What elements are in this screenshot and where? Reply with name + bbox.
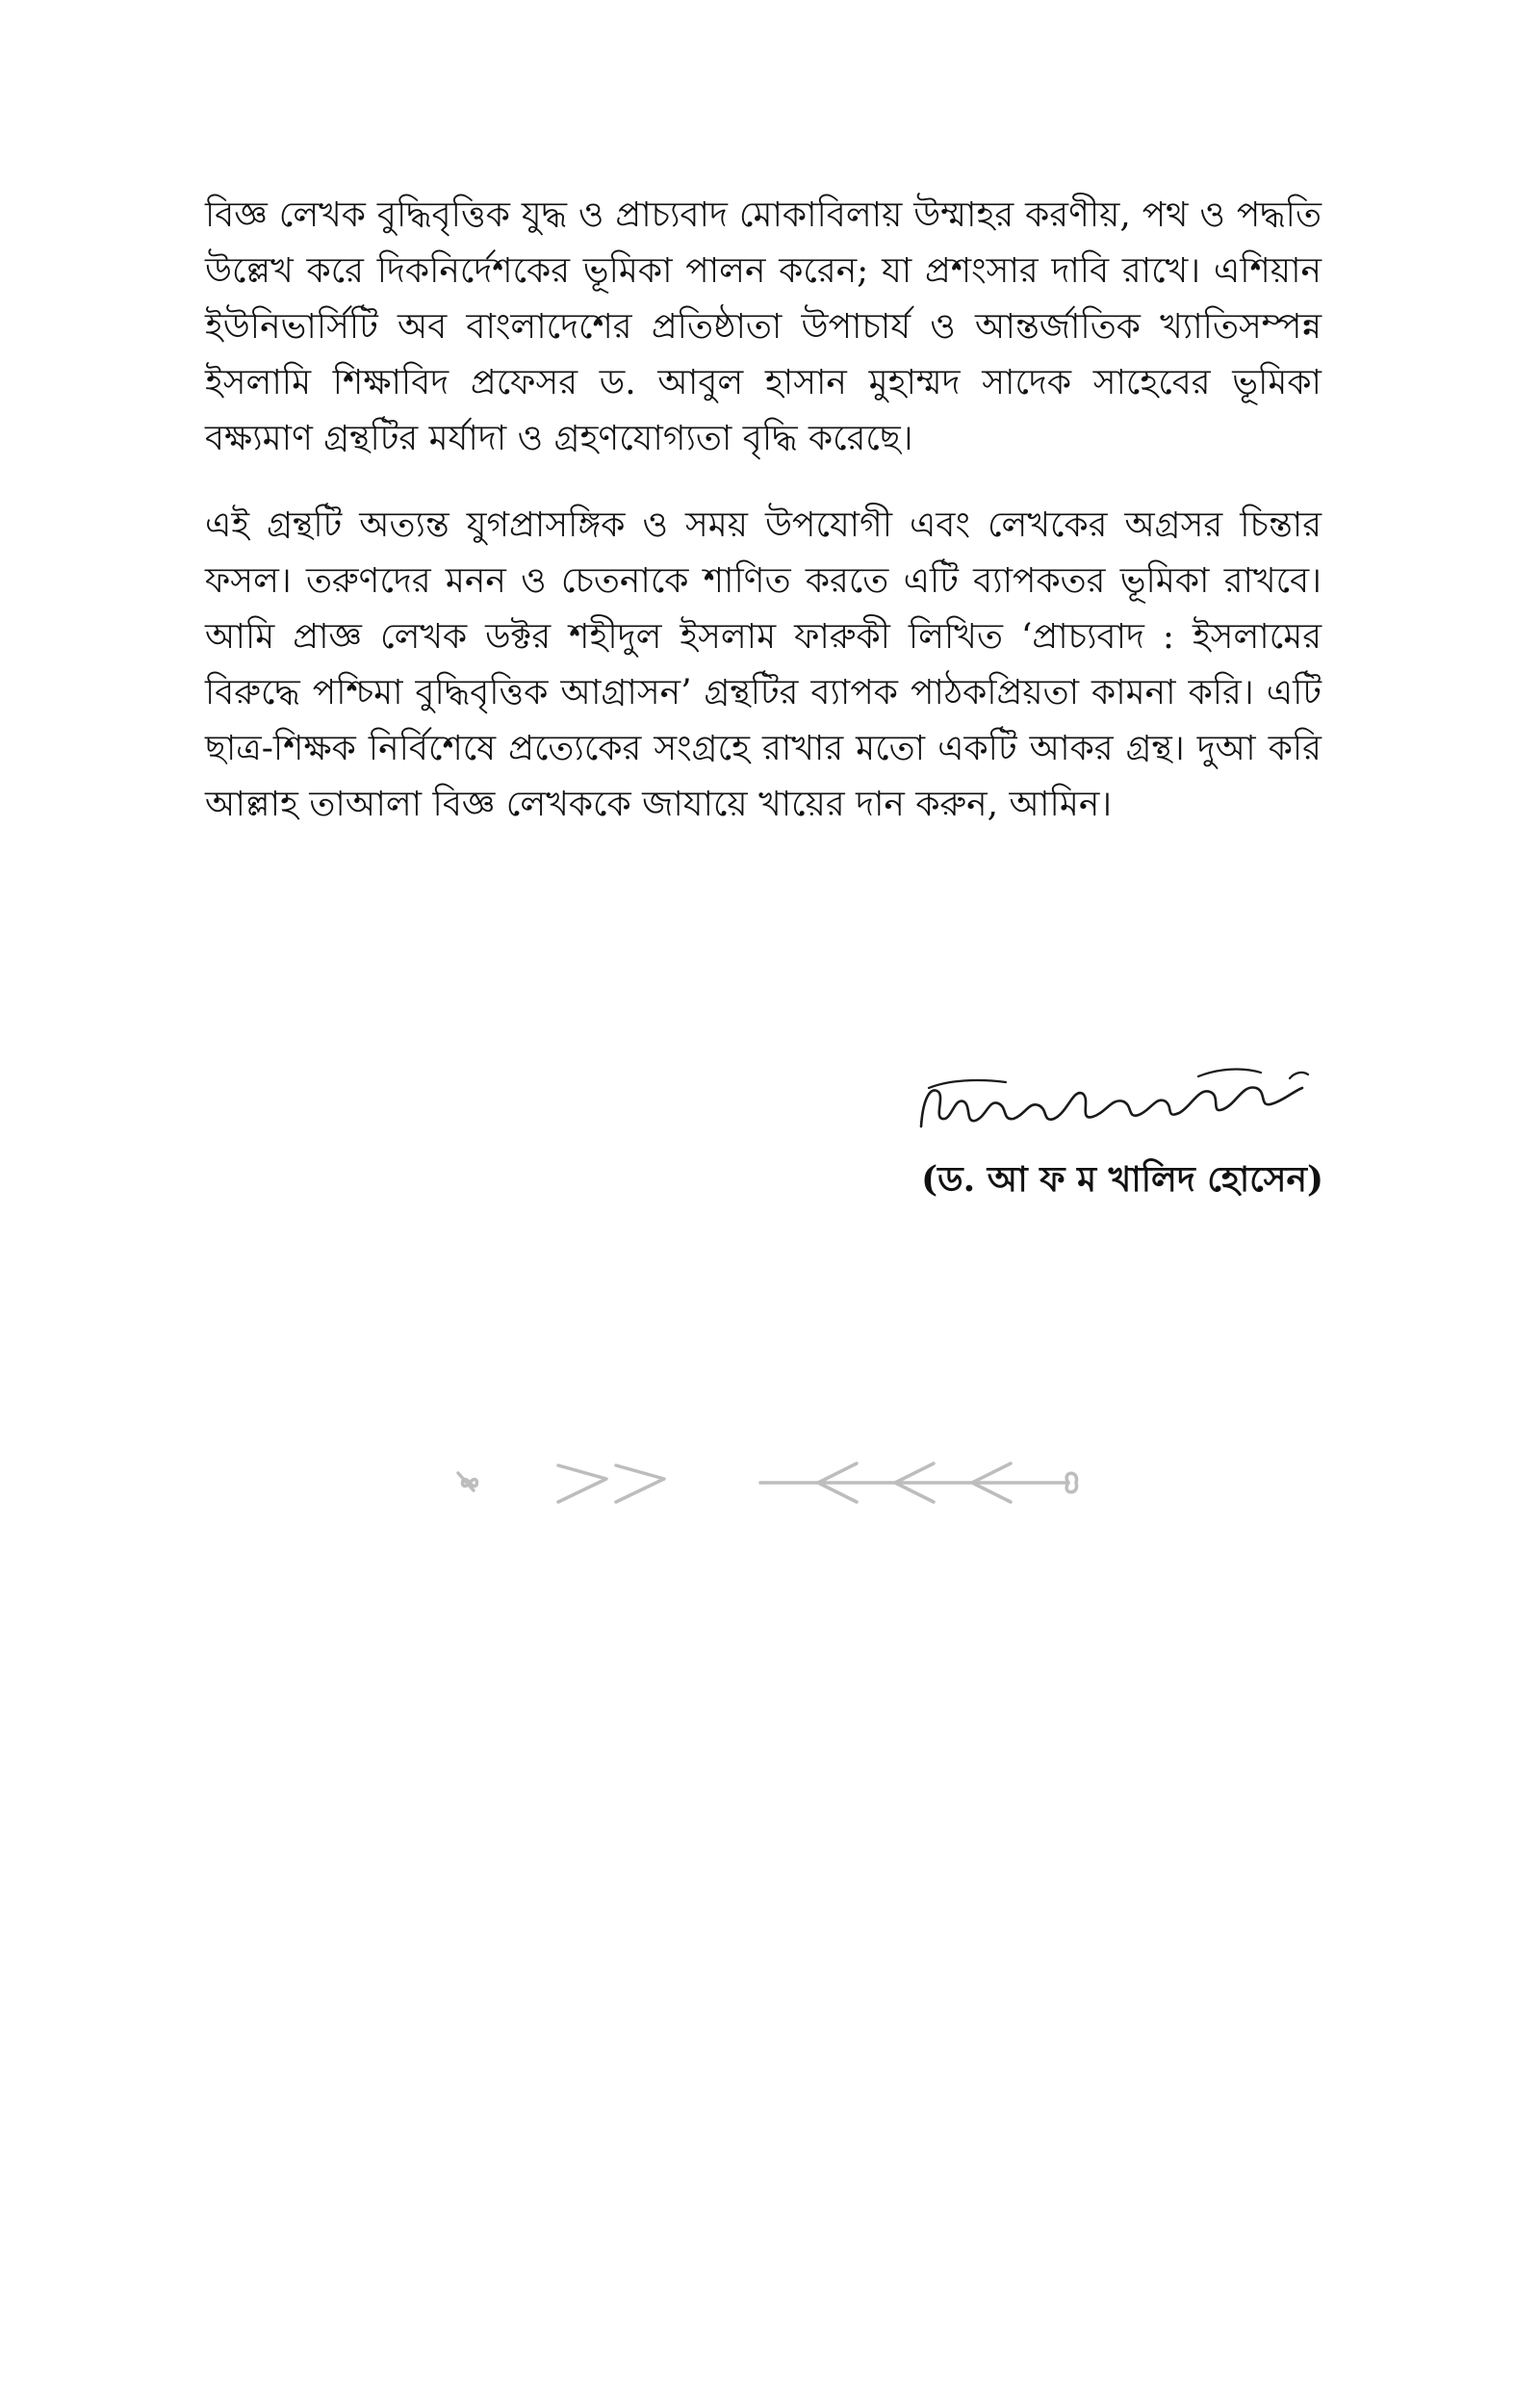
decorative-divider-ornament bbox=[452, 1444, 1088, 1521]
signatory-name: (ড. আ ফ ম খালিদ হোসেন) bbox=[921, 1159, 1323, 1200]
body-text bbox=[205, 188, 1322, 864]
paragraph-2: এই গ্রন্থটি অত্যন্ত যুগপ্রাসঙ্গিক ও সময় উপযোগী এবং লেখকের অগ্রসর চিন্তার ফসল। তরুণদের মনন ও চেতনাকে শাণিত করতে এটি ব্যাপকতর ভূমিকা রাখবে। আমি প্রাজ্ঞ লেখক ডক্টর শহীদুল ইসলাম ফারুকী লিখিত ‘প্রাচ্যবাদ : ইসলামের বিরুদ্ধে পশ্চিমা বুদ্ধিবৃত্তিক আগ্রাসন’ গ্রন্থটির ব্যাপক পাঠকপ্রিয়তা কামনা করি। এটি ছাত্র-শিক্ষক নির্বিশেষে প্রত্যেকের সংগ্রহে রাখার মতো একটি আকর গ্রন্থ। দুআ করি আল্লাহ তাআলা বিজ্ঞ লেখককে জাযায়ে খায়ের দান করুন, আমিন। bbox=[205, 505, 1322, 824]
paragraph-1: বিজ্ঞ লেখক বুদ্ধিবৃত্তিক যুদ্ধ ও প্রাচ্যবাদ মোকাবিলায় উম্মাহর করণীয়, পথ ও পদ্ধতি উল্লেখ করে দিকনির্দেশকের ভূমিকা পালন করেন; যা প্রশংসার দাবি রাখে। এশিয়ান ইউনিভার্সিটি অব বাংলাদেশের প্রতিষ্ঠাতা উপাচার্য ও আন্তর্জাতিক খ্যাতিসম্পন্ন ইসলামি শিক্ষাবিদ প্রফেসর ড. আবুল হাসান মুহাম্মদ সাদেক সাহেবের ভূমিকা বক্ষ্যমাণ গ্রন্থটির মর্যাদা ও গ্রহণযোগ্যতা বৃদ্ধি করেছে। bbox=[205, 195, 1322, 458]
handwritten-signature bbox=[910, 1059, 1314, 1146]
